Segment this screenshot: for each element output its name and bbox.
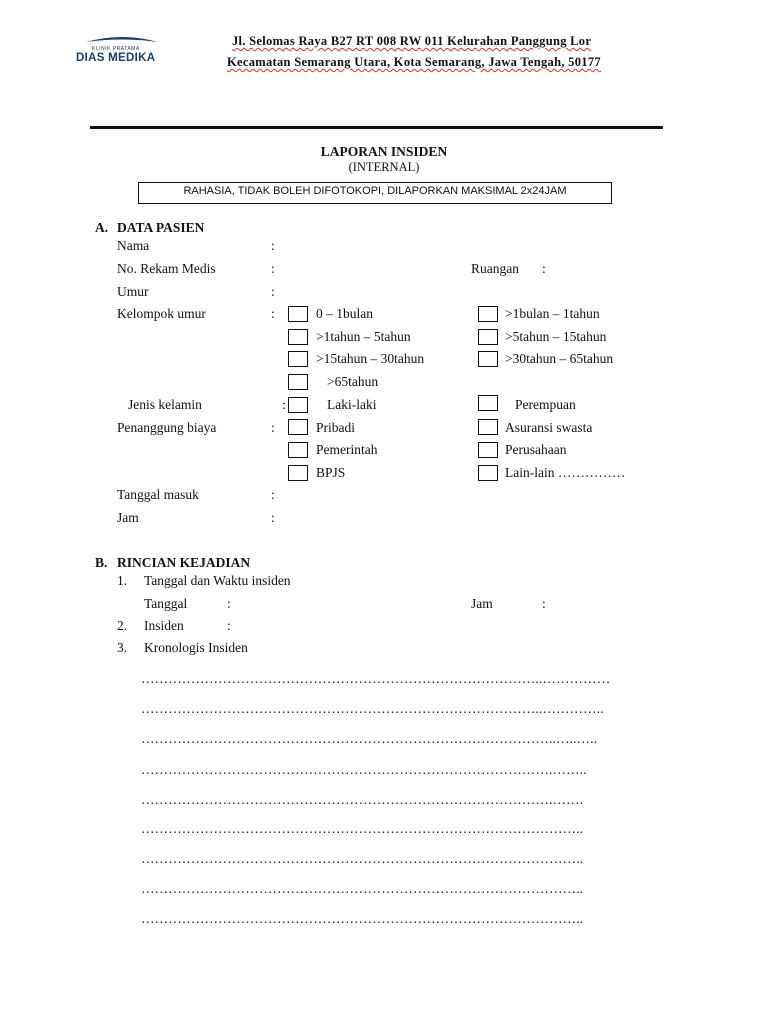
- checkbox-age-1-5tahun[interactable]: [288, 329, 308, 345]
- colon: :: [271, 261, 275, 276]
- colon: :: [271, 487, 275, 502]
- label-tanggal-masuk: Tanggal masuk: [117, 487, 199, 502]
- item-2-label: Insiden: [144, 618, 184, 633]
- age-option-label: 0 – 1bulan: [316, 306, 373, 321]
- label-nama: Nama: [117, 238, 150, 253]
- payer-option-label: Pemerintah: [316, 442, 378, 457]
- address-line-1: Jl. Selomas Raya B27 RT 008 RW 011 Kelurahan Panggung Lor: [232, 34, 592, 48]
- section-b-letter: B.: [95, 555, 108, 570]
- label-ruangan: Ruangan: [471, 261, 519, 276]
- colon: :: [542, 596, 546, 611]
- colon: :: [282, 397, 286, 412]
- chronology-line[interactable]: ……………………………………………………………………………..…………..: [141, 701, 604, 716]
- chronology-line[interactable]: ……………………………………………………………………………..……………: [141, 671, 611, 686]
- payer-option-label: Lain-lain ……………: [505, 465, 626, 480]
- age-option-label: >1bulan – 1tahun: [505, 306, 600, 321]
- report-title: LAPORAN INSIDEN: [320, 144, 448, 159]
- checkbox-lain-lain[interactable]: [478, 465, 498, 481]
- payer-option-label: Perusahaan: [505, 442, 567, 457]
- checkbox-age-1bulan-1tahun[interactable]: [478, 306, 498, 322]
- age-option-label: >30tahun – 65tahun: [505, 351, 614, 366]
- payer-option-label: BPJS: [316, 465, 346, 480]
- logo-small-text: KLINIK PRATAMA: [92, 46, 140, 52]
- label-rekam-medis: No. Rekam Medis: [117, 261, 216, 276]
- checkbox-pribadi[interactable]: [288, 419, 308, 435]
- checkbox-age-15-30tahun[interactable]: [288, 351, 308, 367]
- header-divider: [90, 126, 663, 129]
- checkbox-age-65tahun[interactable]: [288, 374, 308, 390]
- label-jenis-kelamin: Jenis kelamin: [128, 397, 202, 412]
- label-tanggal: Tanggal: [144, 596, 188, 611]
- address-line-2: Kecamatan Semarang Utara, Kota Semarang, Jawa Tengah, 50177: [227, 55, 601, 69]
- colon: :: [271, 284, 275, 299]
- age-option-label: >65tahun: [327, 374, 379, 389]
- item-3-label: Kronologis Insiden: [144, 640, 248, 655]
- payer-option-label: Asuransi swasta: [505, 420, 593, 435]
- chronology-line[interactable]: ……………………………………………………………………………………..: [141, 881, 584, 896]
- label-kelompok-umur: Kelompok umur: [117, 306, 206, 321]
- chronology-line[interactable]: ……………………………………………………………………………………..: [141, 911, 584, 926]
- checkbox-pemerintah[interactable]: [288, 442, 308, 458]
- label-penanggung-biaya: Penanggung biaya: [117, 420, 217, 435]
- label-jam: Jam: [117, 510, 139, 525]
- checkbox-age-5-15tahun[interactable]: [478, 329, 498, 345]
- checkbox-laki-laki[interactable]: [288, 397, 308, 413]
- label-jam-insiden: Jam: [471, 596, 493, 611]
- logo-name: DIAS MEDIKA: [76, 52, 156, 64]
- label-umur: Umur: [117, 284, 149, 299]
- checkbox-perempuan[interactable]: [478, 395, 498, 411]
- chronology-line[interactable]: ……………………………………………………………………………….……..: [141, 762, 587, 777]
- chronology-line[interactable]: ………………………………………………………………………………..…..…..: [141, 731, 598, 746]
- gender-option-label: Perempuan: [515, 397, 576, 412]
- chronology-line[interactable]: ……………………………………………………………………………….…….: [141, 792, 584, 807]
- item-1-number: 1.: [117, 573, 128, 588]
- payer-option-label: Pribadi: [316, 420, 355, 435]
- colon: :: [271, 510, 275, 525]
- colon: :: [227, 596, 231, 611]
- section-a-heading: DATA PASIEN: [117, 220, 205, 235]
- checkbox-age-0-1bulan[interactable]: [288, 306, 308, 322]
- checkbox-bpjs[interactable]: [288, 465, 308, 481]
- age-option-label: >1tahun – 5tahun: [316, 329, 411, 344]
- colon: :: [271, 420, 275, 435]
- chronology-line[interactable]: ……………………………………………………………………………………..: [141, 821, 584, 836]
- item-1-label: Tanggal dan Waktu insiden: [144, 573, 291, 588]
- item-2-number: 2.: [117, 618, 128, 633]
- checkbox-perusahaan[interactable]: [478, 442, 498, 458]
- age-option-label: >5tahun – 15tahun: [505, 329, 607, 344]
- colon: :: [227, 618, 231, 633]
- section-b-heading: RINCIAN KEJADIAN: [117, 555, 251, 570]
- clinic-logo: [72, 34, 172, 66]
- colon: :: [271, 238, 275, 253]
- section-a-letter: A.: [95, 220, 109, 235]
- colon: :: [542, 261, 546, 276]
- colon: :: [271, 306, 275, 321]
- checkbox-age-30-65tahun[interactable]: [478, 351, 498, 367]
- item-3-number: 3.: [117, 640, 128, 655]
- checkbox-asuransi-swasta[interactable]: [478, 419, 498, 435]
- chronology-line[interactable]: ……………………………………………………………………………………..: [141, 851, 584, 866]
- report-subtitle: (INTERNAL): [348, 160, 420, 174]
- confidential-notice: RAHASIA, TIDAK BOLEH DIFOTOKOPI, DILAPORKAN MAKSIMAL 2x24JAM: [183, 185, 567, 197]
- age-option-label: >15tahun – 30tahun: [316, 351, 425, 366]
- gender-option-label: Laki-laki: [327, 397, 377, 412]
